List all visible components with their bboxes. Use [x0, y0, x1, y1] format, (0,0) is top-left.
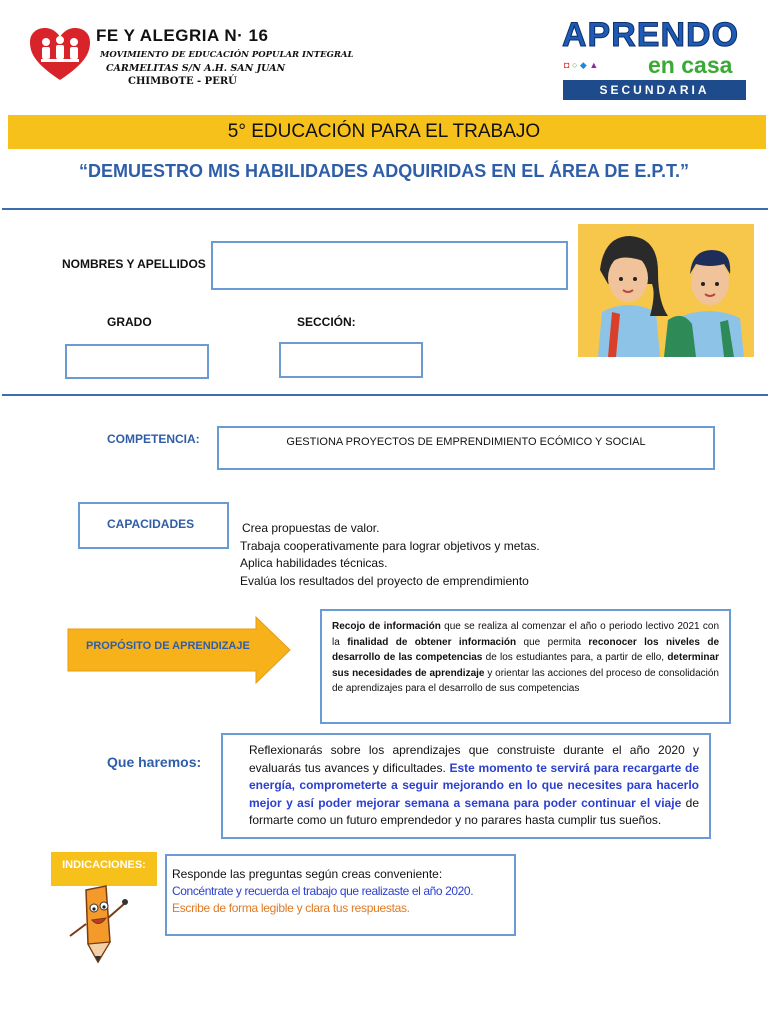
brand-shapes-icon: ◘ ○ ◆ ▲ — [564, 60, 599, 70]
section-field[interactable] — [279, 342, 423, 378]
capacidades-label: CAPACIDADES — [107, 517, 195, 531]
proposito-text: Recojo de información que se realiza al comenzar el año o periodo lectivo 2021 con la finalidad de obtener información que permita reconocer los niveles de desarrollo de las competencias de los estudiantes para, a partir de ello, determinar sus necesidades de aprendizaje y orientar las acciones del proceso de consolidación de aprendizajes para el desarrollo de sus competencias — [332, 621, 720, 694]
indicaciones-box — [165, 854, 516, 936]
school-line-1: MOVIMIENTO DE EDUCACIÓN POPULAR INTEGRAL — [100, 50, 354, 60]
divider-middle — [2, 394, 768, 396]
divider-top — [2, 208, 768, 210]
que-haremos-text: Reflexionarás sobre los aprendizajes que construiste durante el año 2020 y evaluarás tus avances y dificultades. Este momento te servirá para recargarte de energía, comprometerte a seguir mejorando en lo que necesites para hacerlo mejor y así poder mejorar semana a semana para poder continuar el viaje de formarte como un futuro emprendedor y no parares hasta cumplir tus sueños. — [249, 743, 700, 827]
indicaciones-line-1: Responde las preguntas según creas conveniente: — [172, 867, 443, 881]
fe-y-alegria-heart-logo-icon — [28, 26, 92, 82]
list-item: Aplica habilidades técnicas. — [240, 556, 388, 570]
que-haremos-box — [221, 733, 711, 839]
name-field[interactable] — [211, 241, 568, 290]
list-item: Crea propuestas de valor. — [242, 521, 380, 535]
grade-label: GRADO — [107, 315, 152, 329]
proposito-box — [320, 609, 731, 724]
list-item: Evalúa los resultados del proyecto de emprendimiento — [240, 573, 529, 588]
students-illustration-icon — [578, 224, 754, 357]
indicaciones-line-2: Concéntrate y recuerda el trabajo que realizaste el año 2020. — [172, 884, 474, 898]
en-casa-brand-word: en casa — [648, 52, 733, 78]
proposito-label: PROPÓSITO DE APRENDIZAJE — [86, 640, 250, 652]
aprendo-brand-word: APRENDO — [562, 16, 740, 54]
activity-title: “DEMUESTRO MIS HABILIDADES ADQUIRIDAS EN EL ÁREA DE E.P.T.” — [78, 161, 690, 181]
school-line-3: CHIMBOTE - PERÚ — [128, 76, 237, 87]
grade-field[interactable] — [65, 344, 209, 379]
section-label: SECCIÓN: — [297, 315, 356, 329]
list-item: Trabaja cooperativamente para lograr objetivos y metas. — [240, 538, 540, 553]
capacidades-list — [240, 520, 540, 590]
school-line-2: CARMELITAS S/N A.H. SAN JUAN — [106, 63, 286, 74]
que-haremos-label: Que haremos: — [107, 754, 202, 770]
indicaciones-badge: INDICACIONES: — [51, 852, 157, 886]
capacidades-box — [78, 502, 229, 549]
school-name: FE Y ALEGRIA N· 16 — [96, 26, 269, 45]
competencia-label: COMPETENCIA: — [107, 432, 200, 446]
course-title: 5° EDUCACIÓN PARA EL TRABAJO — [227, 121, 541, 142]
indicaciones-line-3: Escribe de forma legible y clara tus respuestas. — [172, 901, 410, 915]
competencia-value: GESTIONA PROYECTOS DE EMPRENDIMIENTO ECÓMICO Y SOCIAL — [217, 426, 715, 470]
name-label: NOMBRES Y APELLIDOS — [62, 257, 206, 271]
pencil-mascot-icon — [64, 884, 134, 964]
brand-level-bar: SECUNDARIA — [563, 80, 746, 100]
